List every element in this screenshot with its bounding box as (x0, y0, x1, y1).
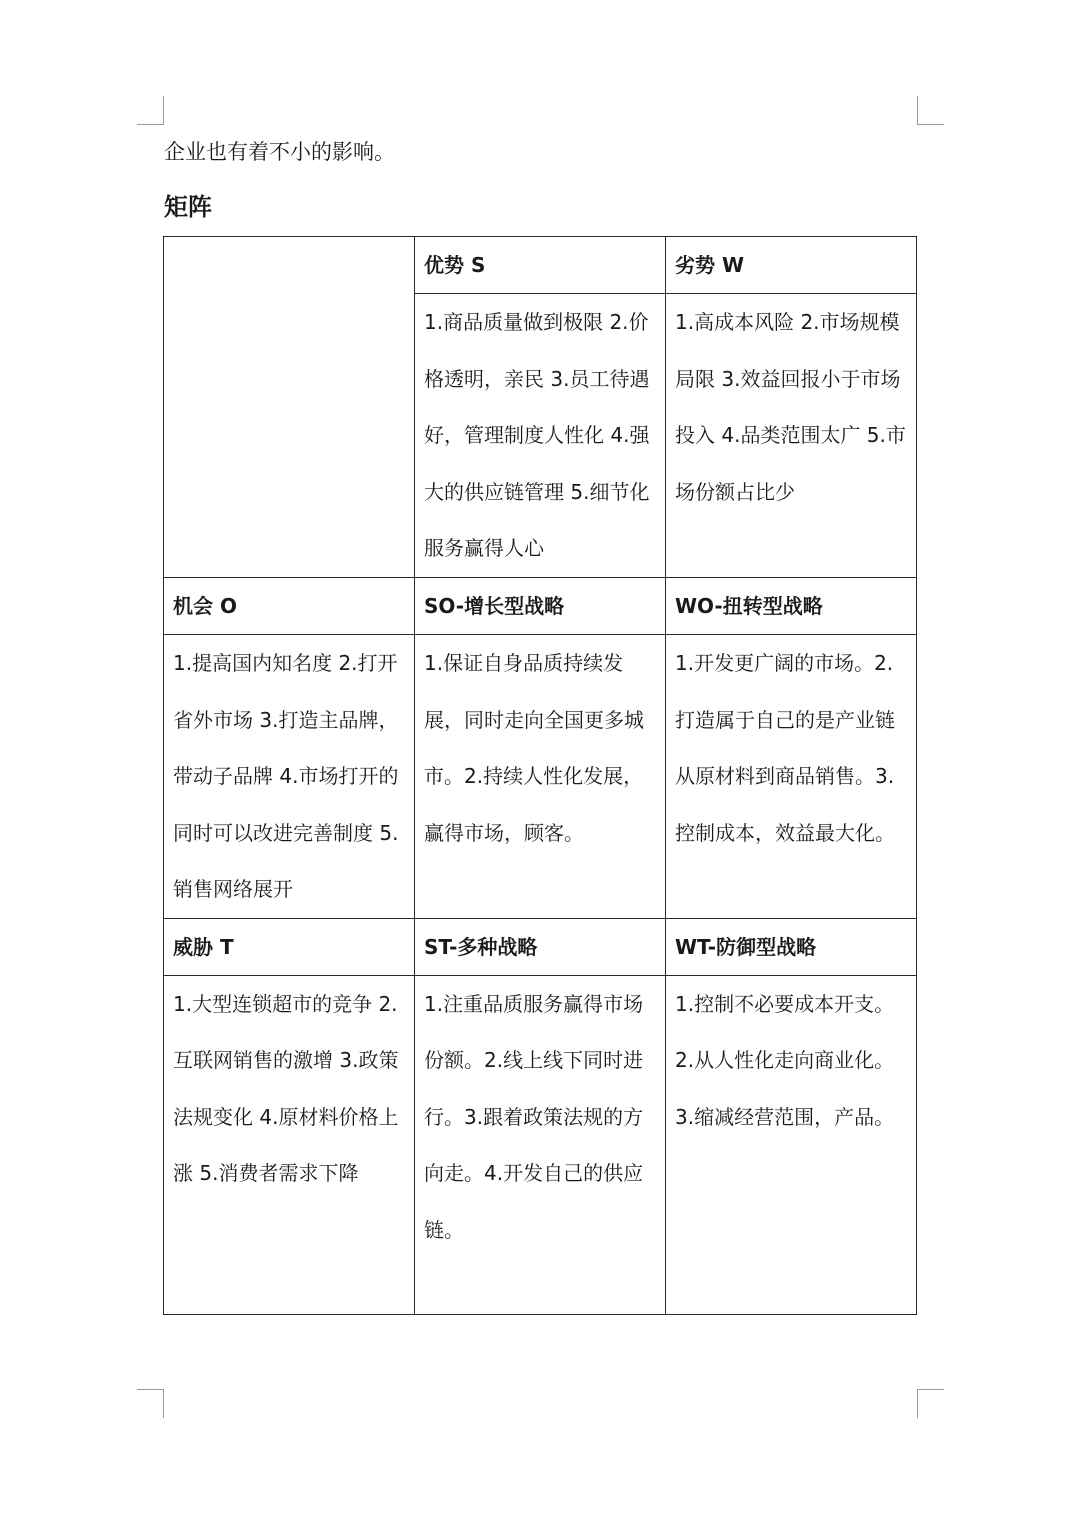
weaknesses-header: 劣势 W (675, 253, 745, 277)
wt-strategy-cell: 1.控制不必要成本开支。2.从人性化走向商业化。3.缩减经营范围，产品。 (666, 975, 917, 1314)
opportunities-header: 机会 O (173, 594, 237, 618)
table-row (164, 578, 917, 635)
swot-matrix-table (163, 236, 917, 1315)
so-strategy-cell: 1.保证自身品质持续发展，同时走向全国更多城市。2.持续人性化发展，赢得市场，顾客。 (415, 635, 666, 919)
table-row (164, 237, 917, 294)
strengths-cell: 1.商品质量做到极限 2.价格透明，亲民 3.员工待遇好，管理制度人性化 4.强大的供应链管理 5.细节化服务赢得人心 (415, 294, 666, 578)
weaknesses-cell: 1.高成本风险 2.市场规模局限 3.效益回报小于市场投入 4.品类范围太广 5.市场份额占比少 (666, 294, 917, 578)
table-row (164, 975, 917, 1314)
st-strategy-cell: 1.注重品质服务赢得市场份额。2.线上线下同时进行。3.跟着政策法规的方向走。4.开发自己的供应链。 (415, 975, 666, 1314)
table-row (164, 918, 917, 975)
weaknesses-header-cell (666, 237, 917, 294)
corner-mark-top-right (917, 96, 944, 125)
section-heading: 矩阵 (164, 193, 212, 221)
so-header: SO-增长型战略 (424, 594, 565, 618)
table-row (164, 635, 917, 919)
threats-cell: 1.大型连锁超市的竞争 2.互联网销售的激增 3.政策法规变化 4.原材料价格上涨 5.消费者需求下降 (164, 975, 415, 1314)
strengths-header-cell (415, 237, 666, 294)
empty-corner-cell (164, 237, 415, 578)
st-header: ST-多种战略 (424, 934, 538, 959)
threats-header-cell (164, 918, 415, 975)
so-header-cell (415, 578, 666, 635)
corner-mark-bottom-right (917, 1389, 944, 1418)
st-header-cell (415, 918, 666, 975)
threats-header: 威胁 T (173, 934, 234, 959)
corner-mark-bottom-left (137, 1389, 164, 1418)
wo-header: WO-扭转型战略 (675, 594, 823, 618)
opportunities-header-cell (164, 578, 415, 635)
wt-header: WT-防御型战略 (675, 934, 817, 959)
wo-header-cell (666, 578, 917, 635)
strengths-header: 优势 S (424, 253, 486, 277)
wo-strategy-cell: 1.开发更广阔的市场。2.打造属于自己的是产业链从原材料到商品销售。3.控制成本，效益最大化。 (666, 635, 917, 919)
opportunities-cell: 1.提高国内知名度 2.打开省外市场 3.打造主品牌，带动子品牌 4.市场打开的同时可以改进完善制度 5.销售网络展开 (164, 635, 415, 919)
wt-header-cell (666, 918, 917, 975)
intro-paragraph: 企业也有着不小的影响。 (164, 140, 395, 164)
corner-mark-top-left (137, 96, 164, 125)
